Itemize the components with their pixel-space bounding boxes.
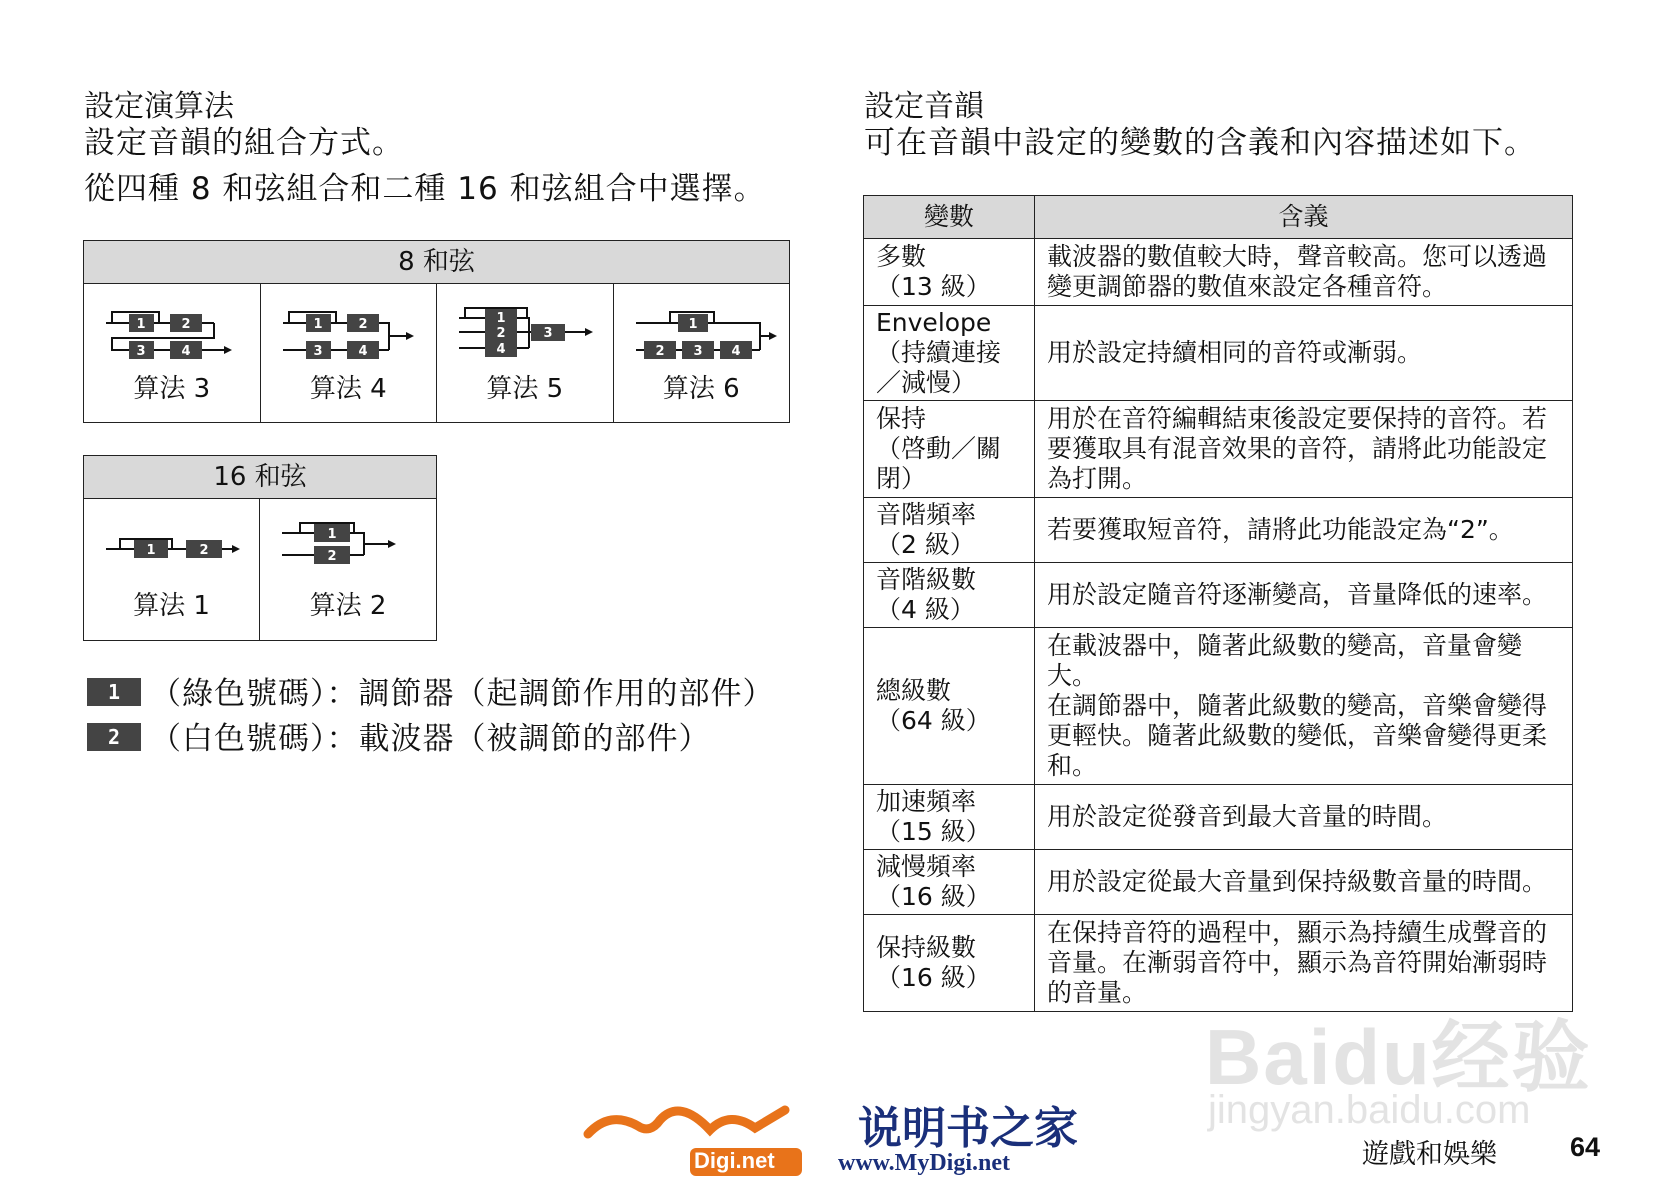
svg-text:1: 1 <box>146 543 156 558</box>
algo5-diagram <box>437 298 614 368</box>
column-header-variable: 變數 <box>864 196 1035 239</box>
variable-name-cell: 保持級數 （16 級） <box>864 915 1035 1012</box>
svg-text:4: 4 <box>181 344 191 359</box>
logo-cn-text: 说明书之家 <box>858 1103 1078 1154</box>
modulator-legend-text: （綠色號碼）：調節器（起調節作用的部件） <box>150 676 775 712</box>
chord8-header: 8 和弦 <box>84 241 789 284</box>
modulator-key-icon: 1 <box>87 678 141 706</box>
svg-text:1: 1 <box>136 317 146 332</box>
svg-text:2: 2 <box>181 317 191 332</box>
svg-text:1: 1 <box>327 527 337 542</box>
algo2-cell[interactable] <box>260 499 436 641</box>
chord16-table <box>83 455 437 641</box>
table-row <box>864 785 1573 850</box>
chord8-table <box>83 240 790 423</box>
variable-name-cell: 多數 （13 級） <box>864 239 1035 306</box>
variable-meaning-cell: 若要獲取短音符，請將此功能設定為“2”。 <box>1035 498 1573 563</box>
svg-text:1: 1 <box>687 317 698 332</box>
variable-name-cell: 音階級數 （4 級） <box>864 563 1035 628</box>
variable-meaning-cell: 用於設定隨音符逐漸變高，音量降低的速率。 <box>1035 563 1573 628</box>
table-row <box>864 628 1573 785</box>
digi-net-label: Digi.net <box>694 1148 775 1173</box>
variable-meaning-cell: 用於在音符編輯結束後設定要保持的音符。若要獲取具有混音效果的音符，請將此功能設定為打開。 <box>1035 401 1573 498</box>
logo-url-text: www.MyDigi.net <box>838 1150 1010 1176</box>
algo4-diagram <box>261 298 438 368</box>
algo2-label: 算法 2 <box>309 591 387 621</box>
svg-text:2: 2 <box>199 543 209 558</box>
baidu-watermark: Baidu经验 <box>1205 1013 1592 1101</box>
table-row <box>864 306 1573 401</box>
carrier-legend-text: （白色號碼）：載波器（被調節的部件） <box>150 721 711 757</box>
variable-meaning-cell: 用於設定從最大音量到保持級數音量的時間。 <box>1035 850 1573 915</box>
chord16-header: 16 和弦 <box>84 456 436 499</box>
variable-meaning-cell: 在保持音符的過程中，顯示為持續生成聲音的音量。在漸弱音符中，顯示為音符開始漸弱時的音量。 <box>1035 915 1573 1012</box>
table-row <box>864 239 1573 306</box>
algo2-diagram <box>260 513 436 583</box>
variable-name-cell: 總級數 （64 級） <box>864 628 1035 785</box>
table-row <box>864 498 1573 563</box>
svg-text:2: 2 <box>654 344 665 359</box>
svg-text:4: 4 <box>357 344 368 359</box>
algorithm-choice-text: 從四種 8 和弦組合和二種 16 和弦組合中選擇。 <box>84 171 766 207</box>
svg-text:4: 4 <box>730 344 741 359</box>
svg-text:2: 2 <box>496 326 506 341</box>
algo4-label: 算法 4 <box>309 374 387 404</box>
variable-meaning-cell: 載波器的數值較大時，聲音較高。您可以透過變更調節器的數值來設定各種音符。 <box>1035 239 1573 306</box>
svg-text:2: 2 <box>327 549 337 564</box>
baidu-watermark-url: jingyan.baidu.com <box>1208 1088 1531 1132</box>
algo6-cell[interactable] <box>614 284 790 423</box>
table-row <box>864 563 1573 628</box>
svg-text:1: 1 <box>312 317 323 332</box>
table-row <box>864 850 1573 915</box>
variable-meaning-cell: 在載波器中，隨著此級數的變高，音量會變大。 在調節器中，隨著此級數的變高，音樂會變得更輕快。隨著此級數的變低，音樂會變得更柔和。 <box>1035 628 1573 785</box>
variable-name-cell: 音階頻率 （2 級） <box>864 498 1035 563</box>
column-header-meaning: 含義 <box>1035 196 1573 239</box>
table-header-row <box>864 196 1573 239</box>
variable-meaning-cell: 用於設定持續相同的音符或漸弱。 <box>1035 306 1573 401</box>
algo3-diagram <box>84 298 261 368</box>
variable-name-cell: Envelope （持續連接 ／減慢） <box>864 306 1035 401</box>
section-title-sound: 設定音韻 <box>864 89 984 124</box>
variable-name-cell: 保持 （啓動／關 閉） <box>864 401 1035 498</box>
svg-text:4: 4 <box>496 342 506 357</box>
svg-text:2: 2 <box>357 317 368 332</box>
algo5-cell[interactable] <box>437 284 614 423</box>
algo4-cell[interactable] <box>261 284 438 423</box>
page-number: 64 <box>1570 1132 1601 1162</box>
footer-section-name: 遊戲和娛樂 <box>1362 1139 1497 1170</box>
svg-text:3: 3 <box>692 344 703 359</box>
algo6-label: 算法 6 <box>662 374 740 404</box>
algo3-cell[interactable] <box>84 284 261 423</box>
svg-text:3: 3 <box>312 344 323 359</box>
svg-text:3: 3 <box>136 344 146 359</box>
section-title-algorithm: 設定演算法 <box>84 89 234 124</box>
variable-meaning-cell: 用於設定從發音到最大音量的時間。 <box>1035 785 1573 850</box>
algo1-label: 算法 1 <box>133 591 210 621</box>
algo3-label: 算法 3 <box>133 374 211 404</box>
svg-text:3: 3 <box>543 326 553 341</box>
parameters-table <box>863 195 1573 1012</box>
algo6-diagram <box>614 298 790 368</box>
algo1-cell[interactable] <box>84 499 260 641</box>
sound-description: 可在音韻中設定的變數的含義和內容描述如下。 <box>864 125 1536 161</box>
algo1-diagram <box>84 513 260 583</box>
algo5-label: 算法 5 <box>486 374 564 404</box>
svg-text:1: 1 <box>496 311 506 326</box>
table-row <box>864 401 1573 498</box>
variable-name-cell: 加速頻率 （15 級） <box>864 785 1035 850</box>
carrier-key-icon: 2 <box>87 723 141 751</box>
algorithm-description: 設定音韻的組合方式。 <box>84 125 404 161</box>
variable-name-cell: 減慢頻率 （16 級） <box>864 850 1035 915</box>
